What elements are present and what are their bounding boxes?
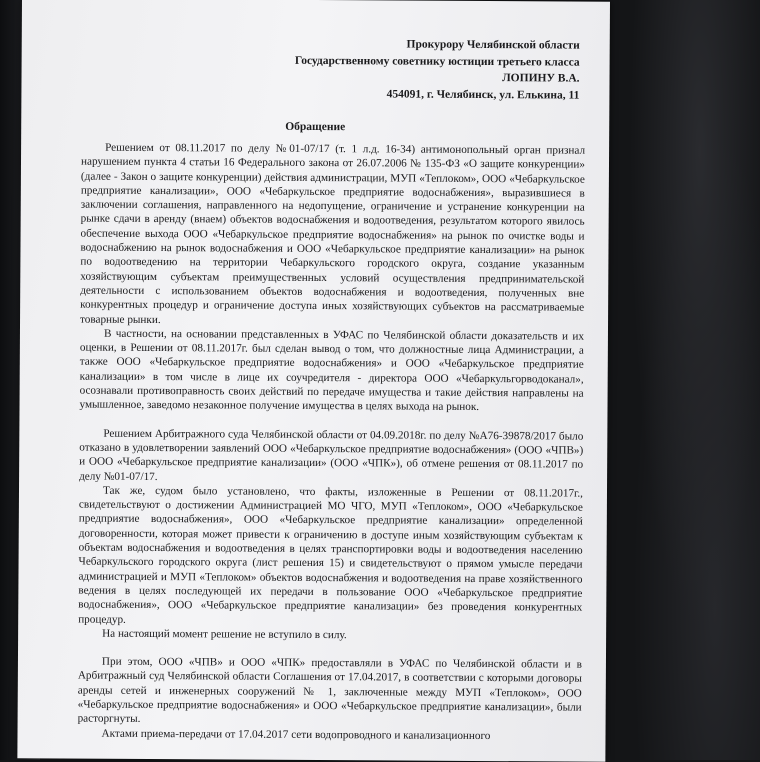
document-title: Обращение [285,120,346,134]
paragraph-6: При этом, ООО «ЧПВ» и ООО «ЧПК» предоставляли в УФАС по Челябинской области и в Арбитражный суд Челябинской области Соглашения от 17.04.2017, в соответствии с которыми договоры аренды сетей и инженерных сооружений № 1, заключенные между МУП «Теплоком», ООО «Чебаркульское предприятие водоснабжения» и ООО «Чебаркульское предприятие канализации», были расторгнуты. [77,655,582,726]
document-page [17,0,610,762]
addressee-block [239,36,579,104]
addressee-line-3: ЛОПИНУ В.А. [502,72,580,85]
background-right [610,0,760,760]
paragraph-2: В частности, на основании представленных в УФАС по Челябинской области доказательств и их оценки, в Решении от 08.11.2017г. был сделан вывод о том, что должностные лица Администрации, а также ООО «Чебаркульское предприятие водоснабжения» и ООО «Чебаркульское предприятие канализации» в том числе в лице их соучредителя - директора ООО «Чебаркульгорводоканал», осознавали противоправность своих действий по передаче имущества и такие действия направлены на умышленное, заведомо незаконное получение имущества в целях выхода на рынок. [79,327,584,414]
paragraph-4: Так же, судом было установлено, что факты, изложенные в Решении от 08.11.2017г., свидетельствуют о достижении Администрацией МО ЧГО, МУП «Теплоком», ООО «Чебаркульское предприятие водоснабжения», ООО «Чебаркульское предприятие канализации» определенной договоренности, которая может привести к ограничению в доступе иным хозяйствующим субъектам к объектам водоснабжения и водоотведения в целях транспортировки воды и водоотведения населению Чебаркульского городского округа (лист решения 15) и свидетельствуют о прямом умысле передачи администрацией и МУП «Теплоком» объектов водоснабжения и водоотведения на праве хозяйственного ведения в целях последующей их передачи в пользование ООО «Чебаркульское предприятие водоснабжения», ООО «Чебаркульское предприятие канализации» без проведения конкурентных процедур. [78,484,584,626]
addressee-line-2: Государственному советнику юстиции третьего класса [294,54,580,69]
addressee-line-4: 454091, г. Челябинск, ул. Елькина, 11 [386,87,580,102]
addressee-line-1: Прокурору Челябинской области [406,38,580,52]
paragraph-1: Решением от 08.11.2017 по делу №01-07/17 (т. 1 л.д. 16-34) антимонопольный орган признал нарушением пункта 4 статьи 16 Федерального закона от 26.07.2006 № 135-ФЗ «О защите конкуренции» (далее - Закон о защите конкуренции) действия администрации, МУП «Теплоком», ООО «Чебаркульское предприятие канализации», ООО «Чебаркульское предприятие водоснабжения», выразившиеся в заключении соглашения, направленного на недопущение, ограничение и устранение конкуренции на рынке сдачи в аренду (внаем) объектов водоснабжения и водоотведения, результатом которого явилось обеспечение выхода ООО «Чебаркульское предприятие водоснабжения» на рынок по очистке воды и водоснабжению на рынок водоснабжения и ООО «Чебаркульское предприятие канализации» на рынок по водоотведению на территории Чебаркульского городского округа, создание указанным хозяйствующим субъектам преимущественных условий осуществления предпринимательской деятельности с использованием объектов водоснабжения и водоотведения, полученных вне конкурентных процедур и ограничение доступа иных хозяйствующих субъектов на рассматриваемые товарные рынки. [80,141,586,326]
paragraph-7: Актами приема-передачи от 17.04.2017 сети водопроводного и канализационного [101,727,491,742]
paragraph-3: Решением Арбитражного суда Челябинской области от 04.09.2018г. по делу №А76-39878/2017 было отказано в удовлетворении заявлений ООО «Чебаркульское предприятие водоснабжения» (ООО «ЧПВ») и ООО «Чебаркульское предприятие канализации» (ООО «ЧПК»), об отмене решения от 08.11.2017 по делу №01-07/17. [79,427,584,483]
document-body [77,141,585,744]
paragraph-5: На настоящий момент решение не вступило в силу. [102,627,347,641]
